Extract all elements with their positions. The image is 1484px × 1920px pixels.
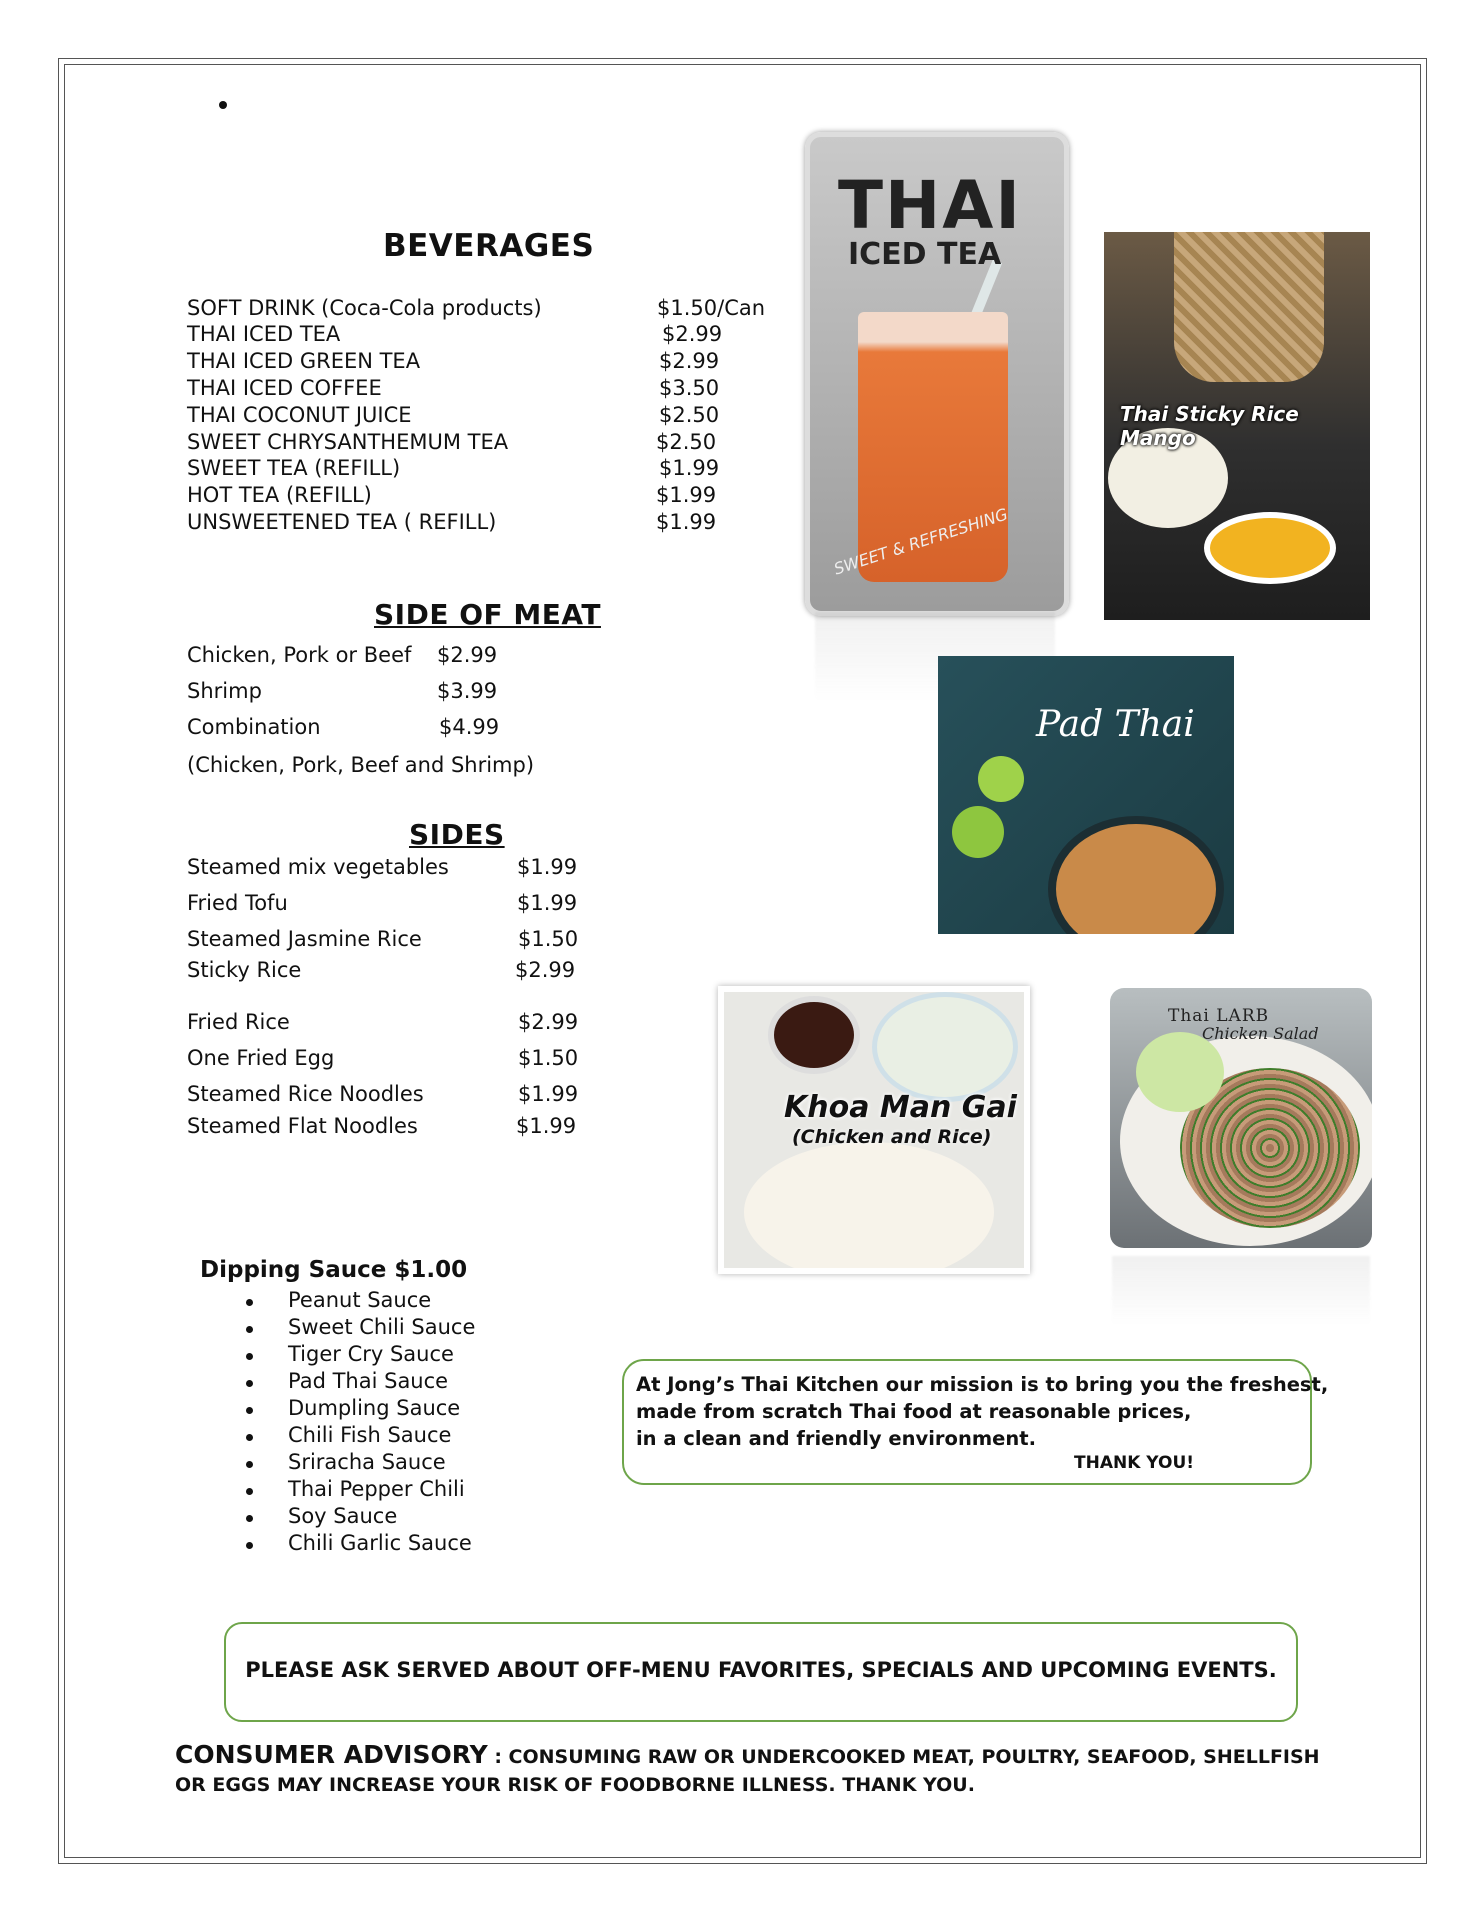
beverage-name: UNSWEETENED TEA ( REFILL) (187, 510, 497, 534)
mission-box (622, 1359, 1329, 1485)
sticky-rice-mango-photo (1104, 232, 1370, 620)
side-price: $1.50 (518, 927, 579, 951)
consumer-advisory-line-2: OR EGGS MAY INCREASE YOUR RISK OF FOODBORNE ILLNESS. THANK YOU. (175, 1774, 975, 1796)
side-price: $1.50 (518, 1046, 579, 1070)
mango-shape (1204, 512, 1336, 584)
side-price: $2.99 (515, 958, 576, 982)
khao-man-gai-photo (718, 986, 1030, 1274)
beverage-price: $1.99 (656, 510, 717, 534)
meat-name: Chicken, Pork or Beef (187, 643, 412, 667)
beverage-price: $2.99 (659, 349, 720, 373)
tea-photo-subtitle: ICED TEA (848, 237, 1002, 272)
tea-photo-tagline: SWEET & REFRESHING (831, 504, 1011, 579)
dipping-sauce-item: Dumpling Sauce (242, 1395, 475, 1422)
dipping-sauce-item: Sriracha Sauce (242, 1449, 475, 1476)
khao-man-gai-label: Khoa Man Gai (784, 1090, 1017, 1125)
dipping-sauce-item: Soy Sauce (242, 1503, 475, 1530)
beverage-name: HOT TEA (REFILL) (187, 483, 372, 507)
pad-thai-photo (938, 656, 1234, 934)
mission-thanks: THANK YOU! (1074, 1453, 1195, 1473)
dipping-sauce-item: Chili Garlic Sauce (242, 1530, 475, 1557)
dipping-sauce-item: Thai Pepper Chili (242, 1476, 475, 1503)
side-price: $2.99 (518, 1010, 579, 1034)
mission-line-1: At Jong’s Thai Kitchen our mission is to bring you the freshest, (636, 1373, 1329, 1396)
beverage-price: $2.50 (659, 403, 720, 427)
side-price: $1.99 (518, 1082, 579, 1106)
side-of-meat-heading: SIDE OF MEAT (374, 598, 601, 631)
dipping-sauce-item: Sweet Chili Sauce (242, 1314, 475, 1341)
meat-price: $4.99 (439, 715, 500, 739)
beverage-price: $3.50 (659, 376, 720, 400)
beverage-name: THAI ICED TEA (187, 322, 341, 346)
side-name: Fried Tofu (187, 891, 288, 915)
larb-photo-reflection (1112, 1256, 1370, 1326)
beverage-name: SWEET TEA (REFILL) (187, 456, 401, 480)
beverage-price: $1.99 (656, 483, 717, 507)
meat-price: $3.99 (437, 679, 498, 703)
lime-shape (952, 806, 1004, 858)
lime-shape (978, 756, 1024, 802)
sauce-bowl-shape (768, 996, 860, 1074)
beverage-name: THAI COCONUT JUICE (187, 403, 412, 427)
meat-name: Shrimp (187, 679, 262, 703)
off-menu-banner-text: PLEASE ASK SERVED ABOUT OFF-MENU FAVORITES, SPECIALS AND UPCOMING EVENTS. (245, 1658, 1277, 1682)
dipping-sauce-list (242, 1287, 475, 1557)
larb-label: Thai LARB (1168, 1006, 1270, 1026)
side-name: Steamed Jasmine Rice (187, 927, 422, 951)
plate-shape (744, 1142, 994, 1274)
off-menu-banner (224, 1622, 1298, 1722)
meat-name: Combination (187, 715, 321, 739)
dipping-sauce-item: Peanut Sauce (242, 1287, 475, 1314)
side-price: $1.99 (516, 1114, 577, 1138)
stray-bullet (219, 101, 227, 109)
side-name: Steamed Rice Noodles (187, 1082, 424, 1106)
larb-chicken-salad-photo (1110, 988, 1372, 1248)
sticky-rice-label: Thai Sticky Rice Mango (1120, 402, 1299, 450)
mission-line-3: in a clean and friendly environment. (636, 1427, 1036, 1450)
pad-thai-label: Pad Thai (1036, 704, 1195, 745)
consumer-advisory-line-1 (175, 1740, 1320, 1769)
beverage-price: $1.99 (659, 456, 720, 480)
dipping-sauce-title: Dipping Sauce $1.00 (200, 1257, 468, 1283)
side-name: Fried Rice (187, 1010, 290, 1034)
mission-line-2: made from scratch Thai food at reasonable prices, (636, 1400, 1192, 1423)
side-name: Steamed mix vegetables (187, 855, 449, 879)
dipping-sauce-item: Pad Thai Sauce (242, 1368, 475, 1395)
consumer-advisory-label: CONSUMER ADVISORY (175, 1740, 488, 1769)
beverage-name: SWEET CHRYSANTHEMUM TEA (187, 430, 509, 454)
combination-note: (Chicken, Pork, Beef and Shrimp) (187, 753, 535, 777)
side-name: One Fried Egg (187, 1046, 335, 1070)
beverage-name: THAI ICED GREEN TEA (187, 349, 421, 373)
beverage-price: $2.50 (656, 430, 717, 454)
meat-price: $2.99 (437, 643, 498, 667)
dipping-sauce-item: Chili Fish Sauce (242, 1422, 475, 1449)
sides-heading: SIDES (409, 818, 505, 851)
beverage-price: $2.99 (662, 322, 723, 346)
plate-shape (1048, 816, 1224, 934)
khao-man-gai-sublabel: (Chicken and Rice) (792, 1126, 992, 1148)
beverage-name: SOFT DRINK (Coca-Cola products) (187, 296, 542, 320)
larb-sublabel: Chicken Salad (1202, 1024, 1319, 1043)
cabbage-shape (1136, 1032, 1224, 1112)
side-price: $1.99 (517, 891, 578, 915)
side-name: Sticky Rice (187, 958, 302, 982)
soup-bowl-shape (872, 992, 1018, 1102)
dipping-sauce-item: Tiger Cry Sauce (242, 1341, 475, 1368)
beverages-heading: BEVERAGES (383, 228, 595, 264)
beverage-name: THAI ICED COFFEE (187, 376, 382, 400)
beverage-price: $1.50/Can (657, 296, 766, 320)
thai-iced-tea-photo (805, 132, 1069, 616)
side-name: Steamed Flat Noodles (187, 1114, 418, 1138)
basket-shape (1174, 232, 1324, 382)
side-price: $1.99 (517, 855, 578, 879)
consumer-advisory-text-1: : CONSUMING RAW OR UNDERCOOKED MEAT, POULTRY, SEAFOOD, SHELLFISH (487, 1746, 1320, 1768)
tea-photo-title: THAI (838, 167, 1022, 244)
